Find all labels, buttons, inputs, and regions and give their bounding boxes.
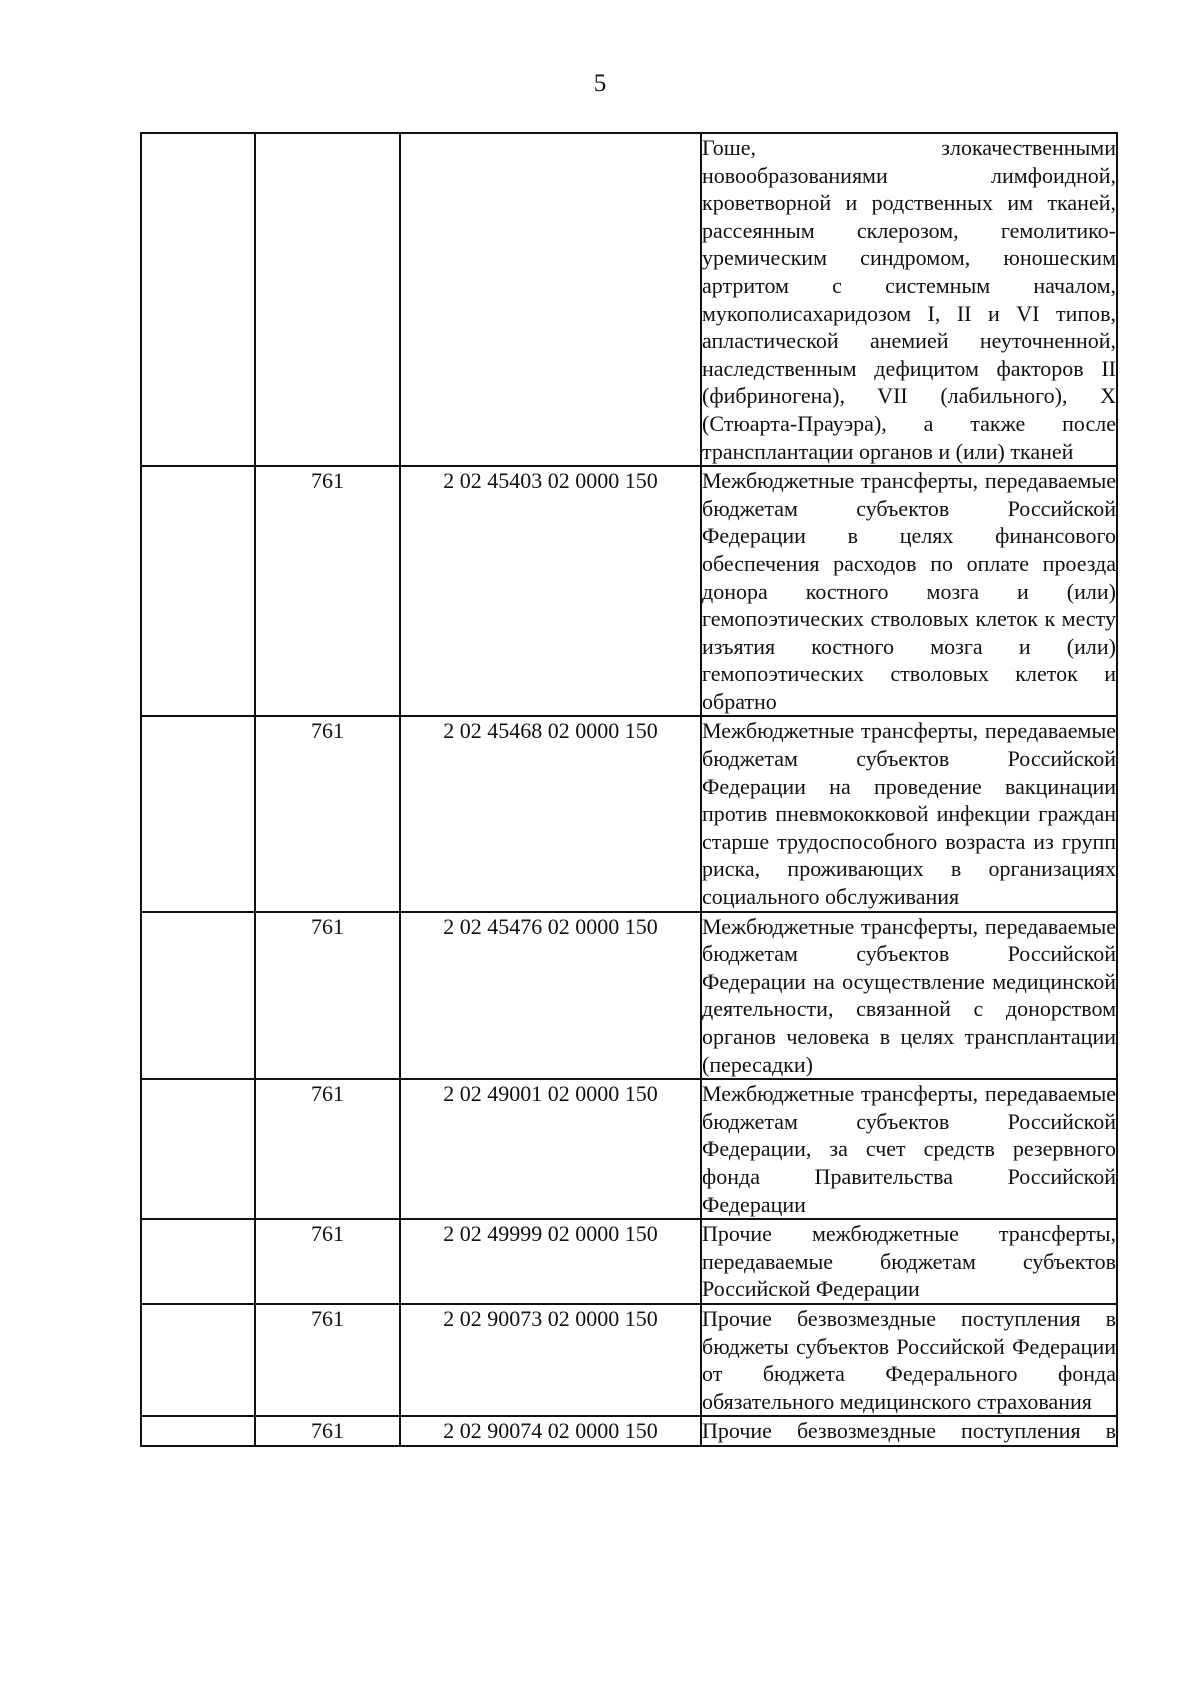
description-text: Гоше, злокачественными новообразованиями лимфоидной, кроветворной и родственных им тканей, рассеянным склерозом, гемолитико-уремическим синдромом, юношеским артритом с системным началом, мукополисахаридозом I, II и VI типов, апластической анемией неуточненной, наследственным дефицитом факторов II (фибриногена), VII (лабильного), X (Стюарта-Прауэра), а также после трансплантации органов и (или) тканей (702, 135, 1116, 464)
description-text: Прочие межбюджетные трансферты, передаваемые бюджетам субъектов Российской Федерации (702, 1221, 1116, 1302)
description-cell (701, 133, 1117, 466)
empty-cell (141, 1219, 255, 1304)
budget-code-cell: 2 02 90074 02 0000 150 (400, 1416, 701, 1446)
empty-cell (141, 1304, 255, 1416)
admin-code-cell: 761 (255, 1416, 400, 1446)
admin-code-cell: 761 (255, 912, 400, 1080)
budget-code-cell: 2 02 45403 02 0000 150 (400, 466, 701, 716)
description-cell (701, 1079, 1117, 1219)
admin-code-cell: 761 (255, 1219, 400, 1304)
table-row (141, 1219, 1117, 1304)
empty-cell (141, 912, 255, 1080)
description-text: Межбюджетные трансферты, передаваемые бюджетам субъектов Российской Федерации в целях финансового обеспечения расходов по оплате проезда донора костного мозга и (или) гемопоэтических стволовых клеток к месту изъятия костного мозга и (или) гемопоэтических стволовых клеток и обратно (702, 468, 1116, 714)
description-cell (701, 1416, 1117, 1446)
table-row (141, 466, 1117, 716)
table-row (141, 716, 1117, 911)
description-cell (701, 466, 1117, 716)
budget-code-cell: 2 02 49999 02 0000 150 (400, 1219, 701, 1304)
description-cell (701, 912, 1117, 1080)
empty-cell (141, 466, 255, 716)
table-row (141, 1304, 1117, 1416)
description-text: Межбюджетные трансферты, передаваемые бюджетам субъектов Российской Федерации на проведение вакцинации против пневмококковой инфекции граждан старше трудоспособного возраста из групп риска, проживающих в организациях социального обслуживания (702, 718, 1116, 910)
description-text: Межбюджетные трансферты, передаваемые бюджетам субъектов Российской Федерации, за счет средств резервного фонда Правительства Российской Федерации (702, 1081, 1116, 1217)
budget-code-cell: 2 02 49001 02 0000 150 (400, 1079, 701, 1219)
admin-code-cell (255, 133, 400, 466)
description-cell (701, 1304, 1117, 1416)
table-row (141, 912, 1117, 1080)
description-cell (701, 716, 1117, 911)
budget-code-cell: 2 02 45468 02 0000 150 (400, 716, 701, 911)
budget-codes-table (140, 132, 1118, 1447)
empty-cell (141, 133, 255, 466)
table-row (141, 133, 1117, 466)
admin-code-cell: 761 (255, 716, 400, 911)
admin-code-cell: 761 (255, 1304, 400, 1416)
table-row (141, 1416, 1117, 1446)
empty-cell (141, 1079, 255, 1219)
empty-cell (141, 716, 255, 911)
page-number: 5 (593, 70, 607, 97)
budget-code-cell: 2 02 45476 02 0000 150 (400, 912, 701, 1080)
description-text: Межбюджетные трансферты, передаваемые бюджетам субъектов Российской Федерации на осуществление медицинской деятельности, связанной с донорством органов человека в целях трансплантации (пересадки) (702, 913, 1116, 1077)
admin-code-cell: 761 (255, 466, 400, 716)
budget-code-cell: 2 02 90073 02 0000 150 (400, 1304, 701, 1416)
description-text: Прочие безвозмездные поступления в (702, 1418, 1116, 1444)
admin-code-cell: 761 (255, 1079, 400, 1219)
empty-cell (141, 1416, 255, 1446)
description-text: Прочие безвозмездные поступления в бюджеты субъектов Российской Федерации от бюджета Федерального фонда обязательного медицинского страхования (702, 1305, 1116, 1414)
budget-code-cell (400, 133, 701, 466)
table-row (141, 1079, 1117, 1219)
description-cell (701, 1219, 1117, 1304)
